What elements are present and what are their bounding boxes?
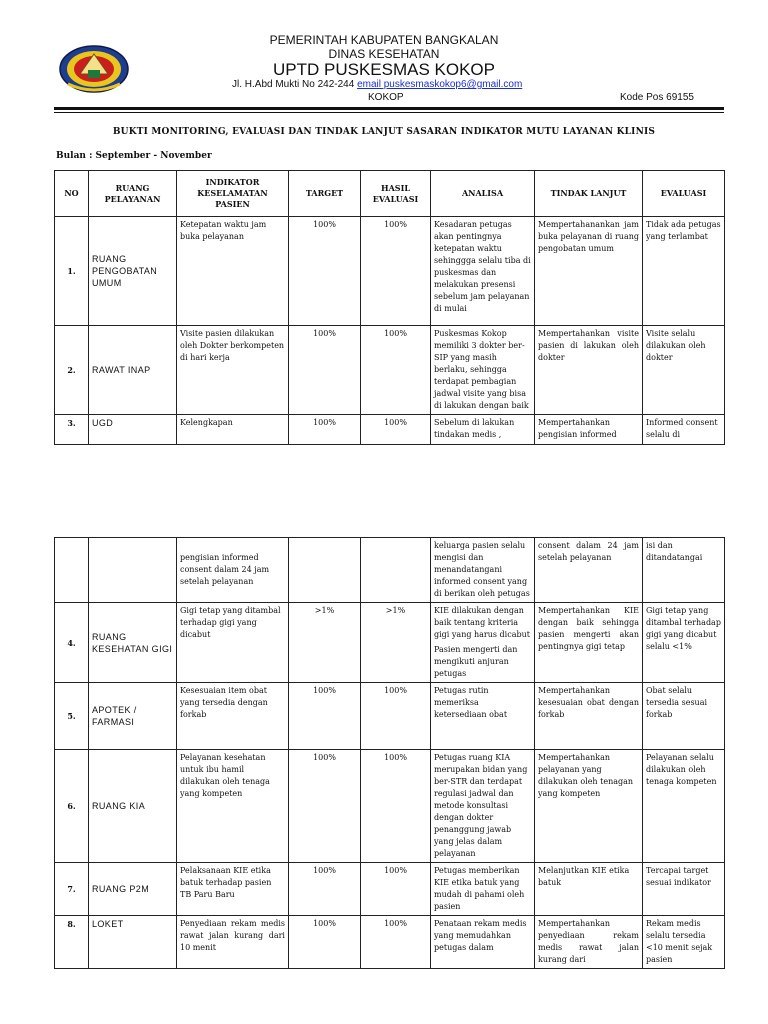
table-row	[55, 326, 725, 415]
evaluation-cell: Informed consent selalu di	[643, 415, 725, 445]
result-cell: >1%	[361, 603, 431, 683]
row-number: 3.	[55, 415, 89, 445]
table-row-continued	[55, 538, 725, 603]
indicator-table-page2	[54, 537, 725, 969]
row-number: 4.	[55, 603, 89, 683]
header-line3: UPTD PUSKESMAS KOKOP	[273, 60, 495, 79]
follow-up-cell: Mempertahankan pelayanan yang dilakukan oleh tenagan yang kompeten	[535, 750, 643, 863]
address-line	[232, 79, 522, 90]
analysis-cell: Puskesmas Kokop memiliki 3 dokter ber-SIP yang masih berlaku, sehingga terdapat pembagian jadwal visite yang bisa di lakukan dengan baik	[431, 326, 535, 415]
evaluation-cell: Tidak ada petugas yang terlambat	[643, 217, 725, 326]
follow-up-cell: Mempertahankan KIE dengan baik sehingga pasien mengerti akan pentingnya gigi tetap	[535, 603, 643, 683]
col-header: RUANG PELAYANAN	[89, 171, 177, 217]
indicator-cell: Kelengkapan	[177, 415, 289, 445]
col-header: INDIKATOR KESELAMATAN PASIEN	[177, 171, 289, 217]
row-number: 5.	[55, 683, 89, 750]
follow-up-cell: Mempertahankan kesesuaian obat dengan forkab	[535, 683, 643, 750]
col-header: ANALISA	[431, 171, 535, 217]
result-cell: 100%	[361, 217, 431, 326]
analysis-cell: Kesadaran petugas akan pentingnya ketepatan waktu sehinggga selalu tiba di puskesmas dan melakukan presensi sebelum jam pelayanan di mulai	[431, 217, 535, 326]
col-header: NO	[55, 171, 89, 217]
city: KOKOP	[368, 92, 404, 103]
table-row	[55, 217, 725, 326]
indicator-cell: pengisian informed consent dalam 24 jam setelah pelayanan	[177, 538, 289, 603]
indicator-cell: Penyediaan rekam medis rawat jalan kurang dari 10 menit	[177, 916, 289, 969]
evaluation-cell: Visite selalu dilakukan oleh dokter	[643, 326, 725, 415]
table-row	[55, 415, 725, 445]
period: Bulan : September - November	[56, 151, 212, 161]
table-header-row	[55, 171, 725, 217]
result-cell: 100%	[361, 683, 431, 750]
table-row	[55, 863, 725, 916]
service-unit: LOKET	[89, 916, 177, 969]
table-row	[55, 750, 725, 863]
evaluation-cell: Obat selalu tersedia sesuai forkab	[643, 683, 725, 750]
postal-code: Kode Pos 69155	[620, 92, 694, 103]
target-cell: 100%	[289, 863, 361, 916]
follow-up-cell: Mempertahankan visite pasien di lakukan oleh dokter	[535, 326, 643, 415]
follow-up-cell: Mempertahanankan jam buka pelayanan di ruang pengobatan umum	[535, 217, 643, 326]
row-number: 1.	[55, 217, 89, 326]
table-row	[55, 916, 725, 969]
row-number	[55, 538, 89, 603]
analysis-cell: Sebelum di lakukan tindakan medis ,	[431, 415, 535, 445]
analysis-cell	[431, 603, 535, 683]
service-unit: RUANG KIA	[89, 750, 177, 863]
service-unit	[89, 538, 177, 603]
indicator-cell: Ketepatan waktu jam buka pelayanan	[177, 217, 289, 326]
service-unit: UGD	[89, 415, 177, 445]
service-unit: RUANG P2M	[89, 863, 177, 916]
target-cell: 100%	[289, 750, 361, 863]
service-unit: RUANG KESEHATAN GIGI	[89, 603, 177, 683]
evaluation-cell: Rekam medis selalu tersedia <10 menit sejak pasien	[643, 916, 725, 969]
target-cell: 100%	[289, 415, 361, 445]
indicator-table-page1	[54, 170, 725, 445]
follow-up-cell: consent dalam 24 jam setelah pelayanan	[535, 538, 643, 603]
email-link[interactable]: email puskesmaskokop6@gmail.com	[357, 79, 523, 90]
evaluation-cell: Tercapai target sesuai indikator	[643, 863, 725, 916]
target-cell: >1%	[289, 603, 361, 683]
col-header: TARGET	[289, 171, 361, 217]
follow-up-cell: Melanjutkan KIE etika batuk	[535, 863, 643, 916]
result-cell: 100%	[361, 863, 431, 916]
analysis-cell: Penataan rekam medis yang memudahkan petugas dalam	[431, 916, 535, 969]
header-line1: PEMERINTAH KABUPATEN BANGKALAN	[269, 33, 499, 47]
row-number: 8.	[55, 916, 89, 969]
col-header: EVALUASI	[643, 171, 725, 217]
analysis-text-2: Pasien mengerti dan mengikuti anjuran petugas	[434, 645, 518, 678]
target-cell: 100%	[289, 683, 361, 750]
result-cell	[361, 538, 431, 603]
service-unit: APOTEK / FARMASI	[89, 683, 177, 750]
header-rule-thick	[54, 107, 724, 110]
row-number: 6.	[55, 750, 89, 863]
target-cell	[289, 538, 361, 603]
result-cell: 100%	[361, 326, 431, 415]
analysis-cell: keluarga pasien selalu mengisi dan menandatangani informed consent yang di berikan oleh petugas	[431, 538, 535, 603]
letterhead	[0, 0, 768, 112]
target-cell: 100%	[289, 326, 361, 415]
indicator-cell: Gigi tetap yang ditambal terhadap gigi yang dicabut	[177, 603, 289, 683]
col-header: HASIL EVALUASI	[361, 171, 431, 217]
row-number: 2.	[55, 326, 89, 415]
indicator-cell: Pelaksanaan KIE etika batuk terhadap pasien TB Paru Baru	[177, 863, 289, 916]
evaluation-cell: Gigi tetap yang ditambal terhadap gigi yang dicabut selalu <1%	[643, 603, 725, 683]
analysis-cell: Petugas rutin memeriksa ketersediaan obat	[431, 683, 535, 750]
service-unit: RUANG PENGOBATAN UMUM	[89, 217, 177, 326]
follow-up-cell: Mempertahankan pengisian informed	[535, 415, 643, 445]
result-cell: 100%	[361, 750, 431, 863]
analysis-text: KIE dilakukan dengan baik tentang kriteria gigi yang harus dicabut	[434, 606, 530, 639]
analysis-cell: Petugas memberikan KIE etika batuk yang mudah di pahami oleh pasien	[431, 863, 535, 916]
analysis-cell: Petugas ruang KIA merupakan bidan yang ber-STR dan terdapat regulasi jadwal dan metode konsultasi dengan dokter penanggung jawab yang jelas dalam pelayanan	[431, 750, 535, 863]
target-cell: 100%	[289, 916, 361, 969]
document-title: BUKTI MONITORING, EVALUASI DAN TINDAK LANJUT SASARAN INDIKATOR MUTU LAYANAN KLINIS	[112, 127, 656, 137]
evaluation-cell: Pelayanan selalu dilakukan oleh tenaga kompeten	[643, 750, 725, 863]
target-cell: 100%	[289, 217, 361, 326]
table-row	[55, 683, 725, 750]
result-cell: 100%	[361, 415, 431, 445]
header-line2: DINAS KESEHATAN	[328, 47, 440, 61]
header-rule-thin	[54, 112, 724, 113]
row-number: 7.	[55, 863, 89, 916]
table-row	[55, 603, 725, 683]
indicator-cell: Pelayanan kesehatan untuk ibu hamil dilakukan oleh tenaga yang kompeten	[177, 750, 289, 863]
result-cell: 100%	[361, 916, 431, 969]
indicator-cell: Visite pasien dilakukan oleh Dokter berkompeten di hari kerja	[177, 326, 289, 415]
evaluation-cell: isi dan ditandatangai	[643, 538, 725, 603]
col-header: TINDAK LANJUT	[535, 171, 643, 217]
address-text: Jl. H.Abd Mukti No 242-244	[232, 79, 355, 90]
service-unit: RAWAT INAP	[89, 326, 177, 415]
follow-up-cell: Mempertahankan penyediaan rekam medis rawat jalan kurang dari	[535, 916, 643, 969]
indicator-cell: Kesesuaian item obat yang tersedia dengan forkab	[177, 683, 289, 750]
